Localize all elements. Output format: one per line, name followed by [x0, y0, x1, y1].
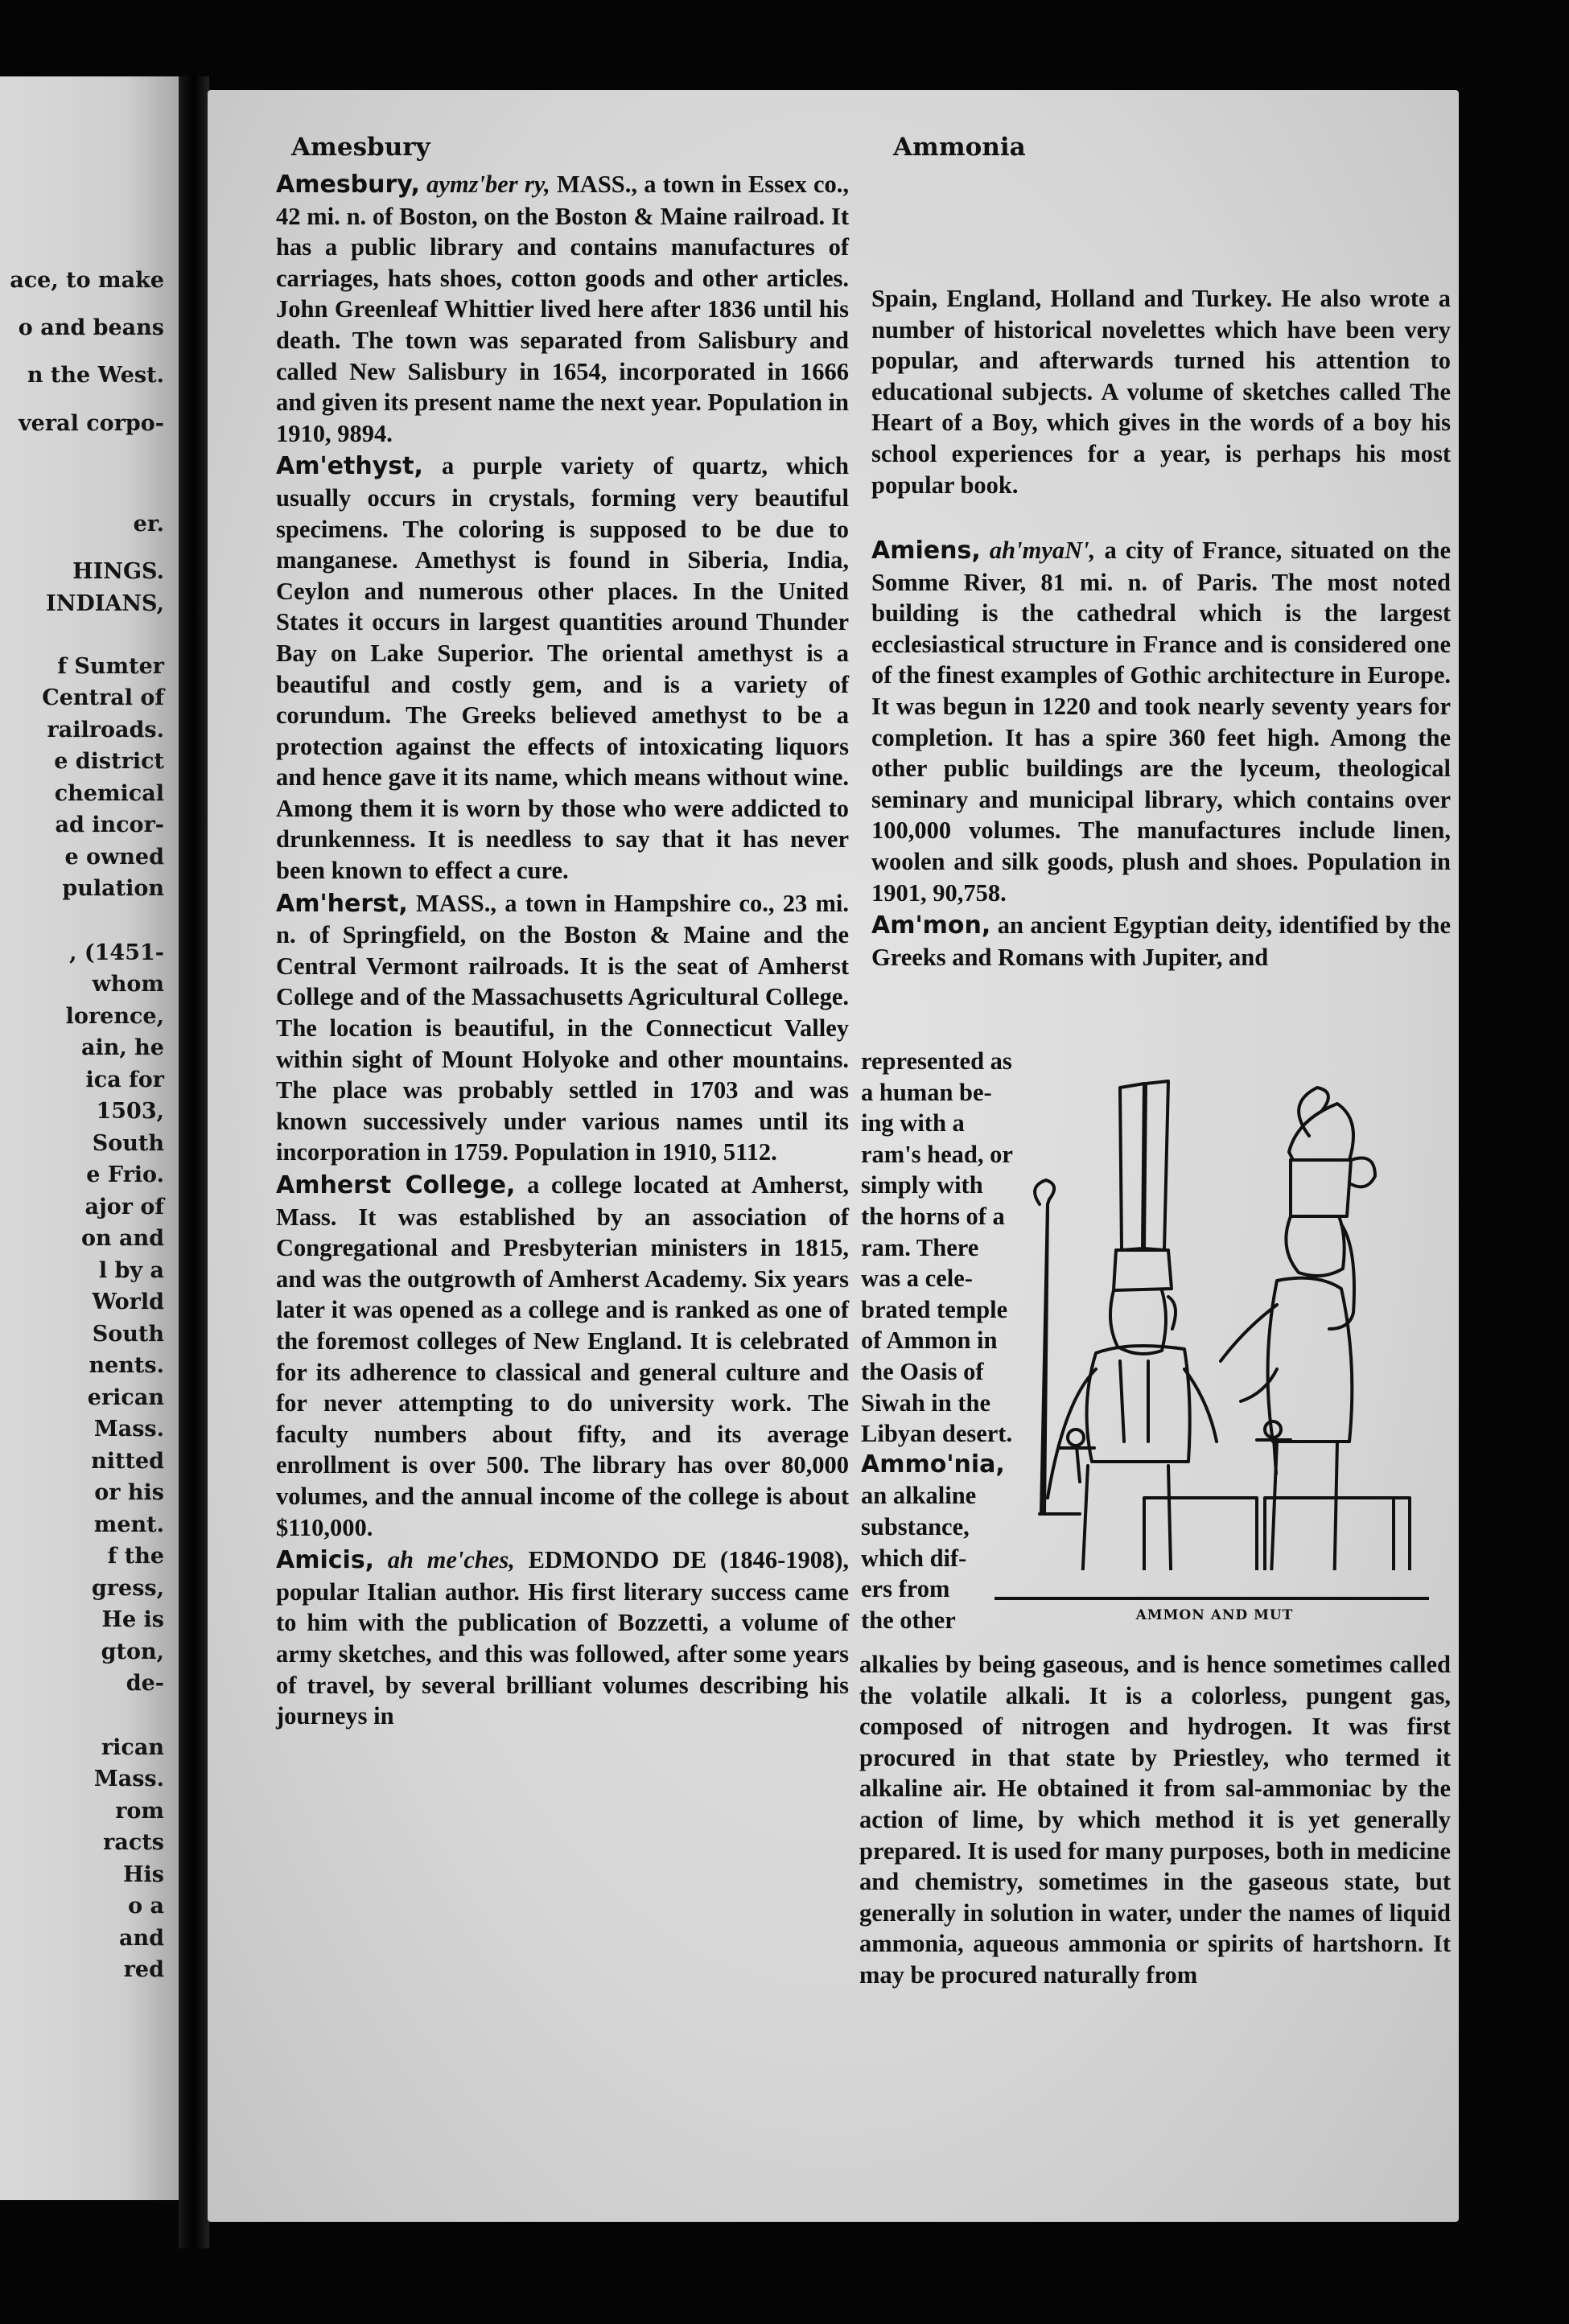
fragment-line: 1503, — [96, 1099, 164, 1124]
fragment-line: gress, — [91, 1576, 164, 1601]
fragment-line: railroads. — [47, 718, 164, 742]
fragment-line: f the — [107, 1544, 164, 1569]
right-column-bottom — [859, 1649, 1451, 1991]
entry-headword: Amherst College, — [276, 1171, 516, 1199]
wrap-line: a human be- — [861, 1078, 992, 1106]
entry-headword: Amiens, — [871, 537, 981, 565]
left-column — [276, 169, 849, 1732]
entry-ammonia-continued: alkalies by being gaseous, and is hence sometimes called the volatile alkali. It is a colorless, pungent gas, composed of nitrogen and hydrogen. It was first procured in that state by Priestley, who termed it alkaline air. He obtained it from sal-ammoniac by the action of lime, by which method it is yet generally prepared. It is used for many purposes, both in medicine and chemistry, sometimes in the gaseous state, but generally in solution in water, under the names of liquid ammonia, aqueous ammonia or spirits of hartshorn. It may be procured naturally from — [859, 1651, 1451, 1989]
entry-amiens — [871, 535, 1451, 908]
fragment-line: red — [123, 1957, 164, 1982]
fragment-line: e district — [54, 749, 164, 774]
fragment-line: e owned — [64, 845, 164, 870]
wrap-line: Libyan desert. — [861, 1420, 1013, 1448]
entry-amesbury — [276, 169, 849, 449]
fragment-line: veral corpo- — [18, 411, 164, 436]
wrap-line: an alkaline — [861, 1482, 977, 1510]
figure-base-rule — [995, 1597, 1429, 1600]
fragment-line: Mass. — [93, 1767, 164, 1791]
entry-text: a college located at Amherst, Mass. It was established by an association of Congregational and Presbyterian ministers in 1815, and was the outgrowth of Amherst Academy. Six years later it was opened as a college and is ranked as one of the foremost colleges of New England. It is celebrated for its adherence to classical and general culture and for never attempting to do university work. The faculty numbers about fifty, and its average enrollment is over 500. The library has over 80,000 volumes, and the annual income of the college is about $110,000. — [276, 1171, 849, 1541]
entry-pronunciation: ah me'ches, — [387, 1546, 515, 1574]
wrap-line: ing with a — [861, 1109, 965, 1137]
entry-text: MASS., a town in Hampshire co., 23 mi. n. of Springfield, on the Boston & Maine and the Central Vermont railroads. It is the seat of Amherst College and of the Massachusetts Agricultural College. The location is beautiful, in the Connecticut Valley within sight of Mount Holyoke and other mountains. The place was probably settled in 1703 and was known successively under various names until its incorporation in 1759. Population in 1910, 5112. — [276, 889, 849, 1166]
fragment-line: Central of — [42, 685, 164, 710]
fragment-line: INDIANS, — [46, 591, 164, 616]
fragment-line: HINGS. — [72, 559, 164, 584]
fragment-line: South — [92, 1131, 164, 1156]
fragment-line: o a — [128, 1894, 164, 1919]
fragment-line: ajor of — [84, 1195, 164, 1220]
wrap-line: Siwah in the — [861, 1388, 991, 1417]
wrap-line: substance, — [861, 1512, 970, 1540]
right-column-top — [871, 283, 1451, 500]
entry-text: a purple variety of quartz, which usually occurs in crystals, forming very beautiful specimens. The coloring is supposed to be due to manganese. Amethyst is found in Siberia, India, Ceylon and numerous other places. In the United States it occurs in largest quantities around Thunder Bay on Lake Superior. The oriental amethyst is a beautiful and costly gem, and is a variety of corundum. The Greeks believed amethyst to be a protection against the effects of intoxicating liquors and hence gave it its name, which means without wine. Among them it is worn by those who were addicted to drunkenness. It is needless to say that it has never been known to effect a cure. — [276, 452, 850, 885]
entry-amicis-continued: Spain, England, Holland and Turkey. He also wrote a number of historical novelettes which have been very popular, and afterwards turned his attention to educational subjects. A volume of sketches called The Heart of a Boy, which gives in the words of a boy his school experiences for a year, is perhaps his most popular book. — [871, 285, 1451, 499]
wrap-line: ram's head, or — [861, 1140, 1013, 1168]
entry-amherst-college — [276, 1170, 849, 1543]
fragment-line: er. — [133, 512, 164, 537]
entry-text: an ancient Egyptian deity, identified by the Greeks and Romans with Jupiter, and — [871, 911, 1451, 971]
fragment-line: and — [118, 1926, 164, 1951]
fragment-line: rom — [115, 1799, 164, 1824]
fragment-line: Mass. — [93, 1417, 164, 1442]
wrap-line: which dif- — [861, 1544, 967, 1572]
fragment-line: pulation — [62, 876, 164, 901]
entry-headword: Am'mon, — [871, 911, 991, 940]
entry-headword: Am'ethyst, — [276, 452, 423, 481]
entry-text: a city of France, situated on the Somme River, 81 mi. n. of Paris. The most noted building is the cathedral which is the largest ecclesiastical structure in France and is considered one of the finest examples of Gothic architecture in Europe. It was begun in 1220 and took nearly seventy years for completion. It has a spire 360 feet high. Among the other public buildings are the lyceum, theological seminary and municipal library, which contains over 100,000 volumes. The manufactures include linen, woolen and silk goods, plush and shoes. Population in 1901, 90,758. — [871, 537, 1452, 907]
fragment-line: ica for — [85, 1067, 164, 1092]
wrap-line: of Ammon in — [861, 1327, 998, 1355]
wrap-line: was a cele- — [861, 1265, 973, 1293]
wrap-line: ram. There — [861, 1233, 979, 1261]
fragment-line: South — [92, 1322, 164, 1347]
fragment-line: chemical — [54, 781, 164, 806]
entry-amicis — [276, 1545, 849, 1732]
entry-amethyst — [276, 450, 849, 886]
wrap-line: simply with — [861, 1171, 983, 1199]
entry-headword-ammonia: Ammo'nia, — [861, 1450, 1005, 1479]
fragment-line: nitted — [91, 1449, 164, 1474]
wrap-line: the Oasis of — [861, 1357, 984, 1385]
fragment-line: lorence, — [65, 1004, 164, 1029]
entry-text: EDMONDO DE (1846-1908), popular Italian author. His first literary success came to him with the publication of Bozzetti, a volume of army sketches, and this was followed, after some years of travel, by several brilliant volumes describing his journeys in — [276, 1546, 850, 1730]
fragment-line: World — [92, 1290, 164, 1314]
fragment-line: l by a — [98, 1258, 164, 1283]
fragment-line: de- — [126, 1671, 164, 1696]
fragment-line: ad incor- — [55, 812, 164, 837]
figure-wrap-text — [861, 1046, 1013, 1635]
fragment-line: rican — [101, 1735, 164, 1760]
running-head-right: Ammonia — [893, 133, 1026, 162]
fragment-line: on and — [80, 1226, 164, 1251]
entry-headword: Amicis, — [276, 1546, 375, 1575]
fragment-line: whom — [92, 972, 164, 997]
fragment-line: ment. — [93, 1512, 164, 1537]
fragment-line: , (1451- — [69, 940, 164, 965]
fragment-line: His — [123, 1862, 164, 1887]
fragment-line: o and beans — [18, 315, 164, 340]
entry-headword: Amesbury, — [276, 171, 420, 199]
fragment-line: ain, he — [81, 1035, 164, 1060]
egyptian-deities-drawing — [999, 1063, 1430, 1570]
fragment-line: nents. — [89, 1353, 164, 1378]
fragment-line: e Frio. — [86, 1162, 164, 1187]
wrap-line: ers from — [861, 1575, 950, 1603]
right-column — [871, 535, 1451, 973]
figure-caption: AMMON AND MUT — [1135, 1607, 1294, 1623]
entry-amherst — [276, 888, 849, 1168]
entry-pronunciation: ah'myaN', — [989, 537, 1096, 564]
entry-ammon — [871, 910, 1451, 973]
ammon-and-mut-illustration — [999, 1063, 1430, 1596]
fragment-line: f Sumter — [57, 654, 164, 679]
entry-headword: Am'herst, — [276, 889, 408, 918]
wrap-line: the other — [861, 1606, 956, 1634]
fragment-line: or his — [94, 1480, 164, 1505]
entry-text: MASS., a town in Essex co., 42 mi. n. of Boston, on the Boston & Maine railroad. It has a public library and contains manufactures of carriages, hats shoes, cotton goods and other articles. John Greenleaf Whittier lived here after 1836 until his death. The town was separated from Salisbury and called New Salisbury in 1654, incorporated in 1666 and given its present name the next year. Population in 1910, 9894. — [276, 171, 850, 447]
previous-page-fragment — [0, 76, 179, 2200]
fragment-line: n the West. — [27, 363, 164, 388]
book-gutter — [179, 76, 209, 2248]
wrap-line: represented as — [861, 1047, 1012, 1075]
wrap-line: brated temple — [861, 1295, 1008, 1323]
fragment-line: gton, — [101, 1639, 164, 1664]
entry-pronunciation: aymz'ber ry, — [426, 171, 550, 198]
fragment-line: ace, to make — [10, 268, 164, 293]
fragment-line: racts — [103, 1830, 164, 1855]
running-head-left: Amesbury — [291, 133, 430, 162]
fragment-line: erican — [87, 1385, 164, 1410]
fragment-line: He is — [101, 1607, 164, 1632]
wrap-line: the horns of a — [861, 1202, 1005, 1230]
